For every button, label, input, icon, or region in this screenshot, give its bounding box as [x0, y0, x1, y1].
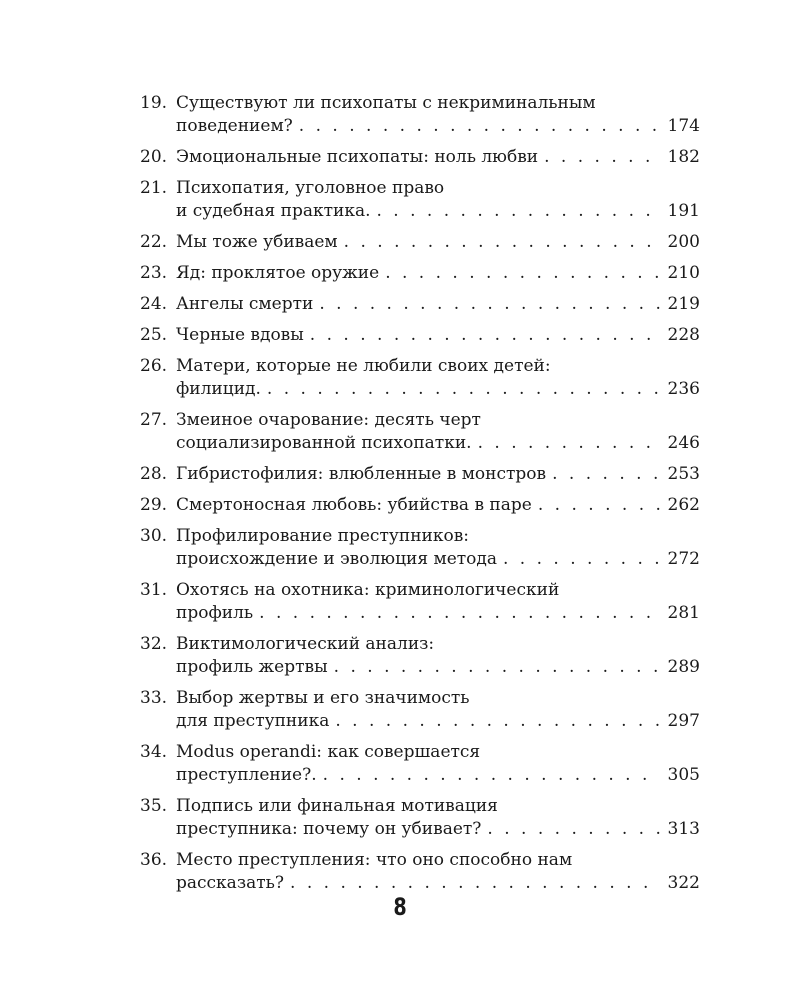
toc-entry-title: Виктимологический анализ: — [176, 634, 435, 654]
toc-entry-title: Яд: проклятое оружие — [176, 263, 380, 283]
toc-entry-page: 297 — [667, 711, 700, 731]
toc-line — [140, 687, 700, 710]
toc-entry-page: 200 — [667, 232, 700, 252]
toc-line — [140, 378, 700, 401]
toc-line — [140, 525, 700, 548]
toc-entry-number: 24. — [140, 294, 168, 314]
toc-entry-page: 246 — [667, 433, 700, 453]
toc-entry — [140, 324, 700, 347]
toc-entry-page: 182 — [667, 147, 700, 167]
toc-entry-number: 27. — [140, 410, 168, 430]
toc-entry-number: 34. — [140, 742, 168, 762]
dot-leader — [552, 463, 660, 486]
dot-leader — [344, 231, 660, 254]
toc-line — [140, 656, 700, 679]
dot-leader — [335, 710, 660, 733]
toc-line — [140, 579, 700, 602]
toc-line — [140, 548, 700, 571]
toc-line — [140, 324, 700, 347]
toc-entry-page: 313 — [667, 819, 700, 839]
toc-entry-number: 25. — [140, 325, 168, 345]
toc-entry-title: Modus operandi: как совершается — [176, 742, 481, 762]
dot-leader — [310, 324, 660, 347]
toc-entry-title: профиль жертвы — [176, 657, 328, 677]
dot-leader — [334, 656, 660, 679]
dot-leader — [299, 115, 660, 138]
toc-entry-page: 228 — [667, 325, 700, 345]
toc-entry-number: 33. — [140, 688, 168, 708]
toc-line — [140, 200, 700, 223]
toc-entry-title: происхождение и эволюция метода — [176, 549, 497, 569]
toc-line — [140, 602, 700, 625]
dot-leader — [503, 548, 660, 571]
page-number: 8 — [393, 893, 407, 921]
toc-entry-page: 191 — [667, 201, 700, 221]
toc-entry-number: 36. — [140, 850, 168, 870]
toc-entry-title: Профилирование преступников: — [176, 526, 470, 546]
dot-leader — [259, 602, 660, 625]
toc-line — [140, 146, 700, 169]
toc-entry-title: поведением? — [176, 116, 293, 136]
toc-entry-title: Мы тоже убиваем — [176, 232, 338, 252]
toc-entry-title: Эмоциональные психопаты: ноль любви — [176, 147, 539, 167]
toc-entry — [140, 741, 700, 787]
toc-entry-number: 26. — [140, 356, 168, 376]
dot-leader — [538, 494, 660, 517]
toc-entry-title: и судебная практика. — [176, 201, 371, 221]
toc-entry-title: Психопатия, уголовное право — [176, 178, 445, 198]
toc-entry-title: Выбор жертвы и его значимость — [176, 688, 470, 708]
toc-entry — [140, 177, 700, 223]
toc-entry-title: филицид. — [176, 379, 261, 399]
toc-line — [140, 409, 700, 432]
toc-line — [140, 231, 700, 254]
toc-entry-title: Место преступления: что оно способно нам — [176, 850, 573, 870]
toc-entry — [140, 687, 700, 733]
toc-entry — [140, 849, 700, 895]
toc-entry — [140, 355, 700, 401]
toc-line — [140, 741, 700, 764]
toc-entry-page: 281 — [667, 603, 700, 623]
toc-entry-title: Охотясь на охотника: криминологический — [176, 580, 560, 600]
toc-entry-title: преступника: почему он убивает? — [176, 819, 482, 839]
dot-leader — [377, 200, 661, 223]
toc-entry-title: преступление?. — [176, 765, 317, 785]
dot-leader — [319, 293, 660, 316]
toc-entry-number: 20. — [140, 147, 168, 167]
toc-line — [140, 633, 700, 656]
toc-line — [140, 818, 700, 841]
toc-entry-number: 19. — [140, 93, 168, 113]
table-of-contents — [140, 92, 700, 903]
toc-entry — [140, 463, 700, 486]
toc-line — [140, 463, 700, 486]
toc-entry-page: 174 — [667, 116, 700, 136]
toc-entry — [140, 494, 700, 517]
toc-entry — [140, 92, 700, 138]
toc-entry-number: 23. — [140, 263, 168, 283]
toc-entry-page: 272 — [667, 549, 700, 569]
toc-entry — [140, 525, 700, 571]
toc-entry-page: 210 — [667, 263, 700, 283]
toc-entry — [140, 262, 700, 285]
toc-entry-title: для преступника — [176, 711, 330, 731]
toc-line — [140, 262, 700, 285]
toc-entry-title: Гибристофилия: влюбленные в монстров — [176, 464, 547, 484]
toc-entry-page: 322 — [667, 873, 700, 893]
dot-leader — [544, 146, 660, 169]
toc-entry-number: 22. — [140, 232, 168, 252]
toc-entry-title: Ангелы смерти — [176, 294, 314, 314]
toc-entry-page: 253 — [667, 464, 700, 484]
toc-entry — [140, 795, 700, 841]
toc-line — [140, 795, 700, 818]
toc-entry-number: 35. — [140, 796, 168, 816]
toc-line — [140, 355, 700, 378]
toc-entry — [140, 633, 700, 679]
toc-entry-title: Смертоносная любовь: убийства в паре — [176, 495, 532, 515]
toc-entry-title: рассказать? — [176, 873, 285, 893]
toc-entry-number: 31. — [140, 580, 168, 600]
toc-entry-page: 219 — [667, 294, 700, 314]
toc-entry — [140, 146, 700, 169]
dot-leader — [487, 818, 660, 841]
toc-entry-number: 29. — [140, 495, 168, 515]
toc-entry-number: 30. — [140, 526, 168, 546]
toc-line — [140, 115, 700, 138]
toc-line — [140, 764, 700, 787]
dot-leader — [290, 872, 660, 895]
toc-entry-number: 28. — [140, 464, 168, 484]
dot-leader — [323, 764, 660, 787]
toc-entry — [140, 231, 700, 254]
toc-entry — [140, 579, 700, 625]
toc-line — [140, 872, 700, 895]
toc-entry-title: социализированной психопатки. — [176, 433, 472, 453]
toc-line — [140, 92, 700, 115]
toc-entry-title: Змеиное очарование: десять черт — [176, 410, 481, 430]
toc-entry-title: профиль — [176, 603, 254, 623]
dot-leader — [478, 432, 660, 455]
toc-entry-title: Существуют ли психопаты с некриминальным — [176, 93, 596, 113]
toc-line — [140, 293, 700, 316]
toc-entry — [140, 293, 700, 316]
toc-entry-title: Подпись или финальная мотивация — [176, 796, 498, 816]
toc-line — [140, 494, 700, 517]
toc-entry-page: 305 — [667, 765, 700, 785]
toc-line — [140, 177, 700, 200]
dot-leader — [267, 378, 660, 401]
dot-leader — [385, 262, 660, 285]
toc-entry — [140, 409, 700, 455]
toc-line — [140, 432, 700, 455]
toc-entry-title: Черные вдовы — [176, 325, 304, 345]
toc-entry-page: 289 — [667, 657, 700, 677]
toc-entry-title: Матери, которые не любили своих детей: — [176, 356, 551, 376]
toc-line — [140, 849, 700, 872]
toc-line — [140, 710, 700, 733]
toc-entry-number: 21. — [140, 178, 168, 198]
toc-entry-page: 262 — [667, 495, 700, 515]
toc-entry-page: 236 — [667, 379, 700, 399]
toc-entry-number: 32. — [140, 634, 168, 654]
